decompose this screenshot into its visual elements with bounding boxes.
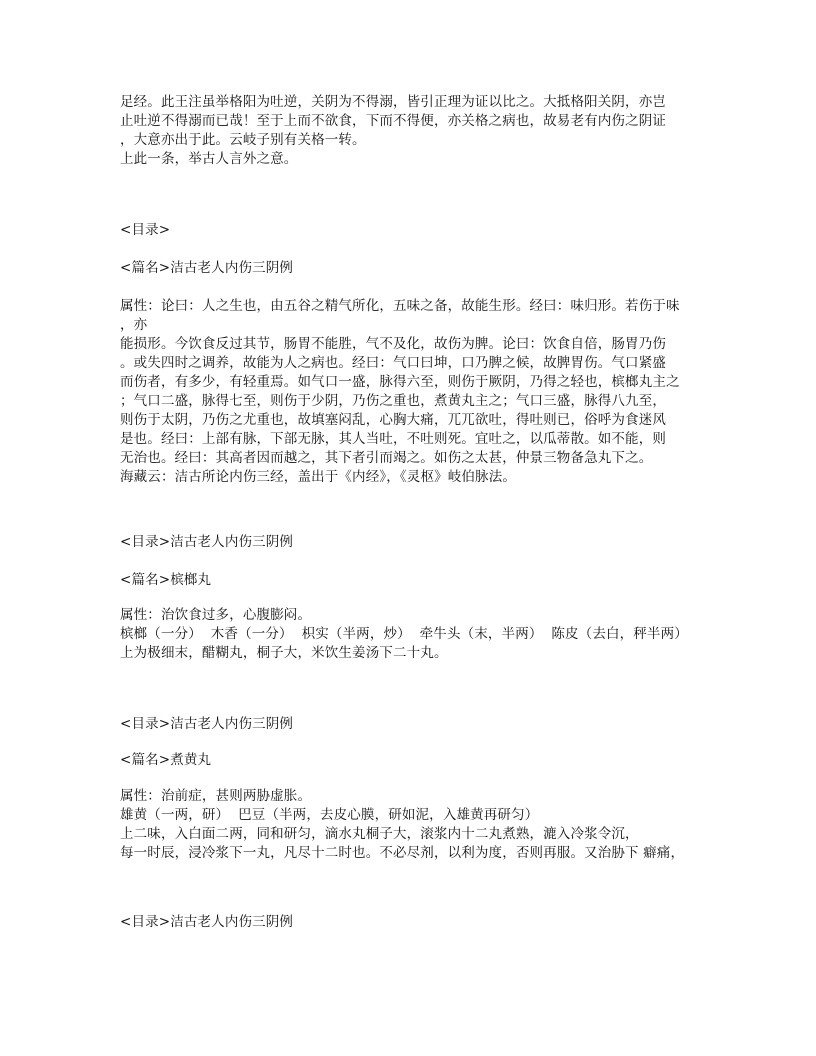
text-line: 属性：论曰：人之生也，由五谷之精气所化，五味之备，故能生形。经曰：味归形。若伤于味 xyxy=(120,298,680,314)
toc-heading: <目录> xyxy=(120,222,171,238)
chapter-title: <篇名>煮黄丸 xyxy=(120,752,212,768)
toc-heading: <目录>洁古老人内伤三阴例 xyxy=(120,716,294,732)
text-line: 海藏云：洁古所论内伤三经，盖出于《内经》，《灵枢》岐伯脉法。 xyxy=(120,469,516,485)
text-line: 上此一条，举古人言外之意。 xyxy=(120,151,298,167)
toc-heading: <目录>洁古老人内伤三阴例 xyxy=(120,534,294,550)
text-line: 足经。此王注虽举格阳为吐逆，关阴为不得溺，皆引正理为证以比之。大抵格阳关阴，亦岂 xyxy=(120,94,666,110)
text-line: ，大意亦出于此。云岐子别有关格一转。 xyxy=(120,132,366,148)
text-line: 而伤者，有多少，有轻重焉。如气口一盛，脉得六至，则伤于厥阴，乃得之轻也，槟榔丸主之 xyxy=(120,374,680,390)
text-line: 属性：治前症，甚则两胁虚胀。 xyxy=(120,788,312,804)
text-line: 是也。经曰：上部有脉，下部无脉，其人当吐，不吐则死。宜吐之，以瓜蒂散。如不能，则 xyxy=(120,431,666,447)
text-line: 。或失四时之调养，故能为人之病也。经曰：气口曰坤，口乃脾之候，故脾胃伤。气口紧盛 xyxy=(120,355,666,371)
text-line: 上二味，入白面二两，同和研匀，滴水丸桐子大，滚浆内十二丸煮熟，漉入冷浆令沉， xyxy=(120,826,639,842)
text-line: 无治也。经曰：其高者因而越之，其下者引而竭之。如伤之太甚，仲景三物备急丸下之。 xyxy=(120,450,653,466)
text-line: 雄黄（一两，研） 巴豆（半两，去皮心膜，研如泥，入雄黄再研匀） xyxy=(120,807,539,823)
text-line: 槟榔（一分） 木香（一分） 枳实（半两，炒） 牵牛头（末，半两） 陈皮（去白，秤半两） xyxy=(120,626,688,642)
text-line: 止吐逆不得溺而已哉！至于上而不欲食，下而不得便，亦关格之病也，故易老有内伤之阴证 xyxy=(120,113,666,129)
text-line: ；气口二盛，脉得七至，则伤于少阴，乃伤之重也，煮黄丸主之；气口三盛，脉得八九至， xyxy=(120,393,666,409)
chapter-title: <篇名>洁古老人内伤三阴例 xyxy=(120,260,294,276)
text-line: 每一时辰，浸冷浆下一丸，凡尽十二时也。不必尽剂，以利为度，否则再服。又治胁下 癖痛， xyxy=(120,845,685,861)
text-line: 则伤于太阴，乃伤之尤重也，故填塞闷乱，心胸大痛，兀兀欲吐，得吐则已，俗呼为食迷风 xyxy=(120,412,666,428)
text-line: 能损形。今饮食反过其节，肠胃不能胜，气不及化，故伤为脾。论曰：饮食自倍，肠胃乃伤 xyxy=(120,336,666,352)
text-line: 上为极细末，醋糊丸，桐子大，米饮生姜汤下二十丸。 xyxy=(120,645,448,661)
text-line: 属性：治饮食过多，心腹膨闷。 xyxy=(120,607,312,623)
chapter-title: <篇名>槟榔丸 xyxy=(120,572,212,588)
text-line: ，亦 xyxy=(120,317,148,333)
toc-heading: <目录>洁古老人内伤三阴例 xyxy=(120,914,294,930)
